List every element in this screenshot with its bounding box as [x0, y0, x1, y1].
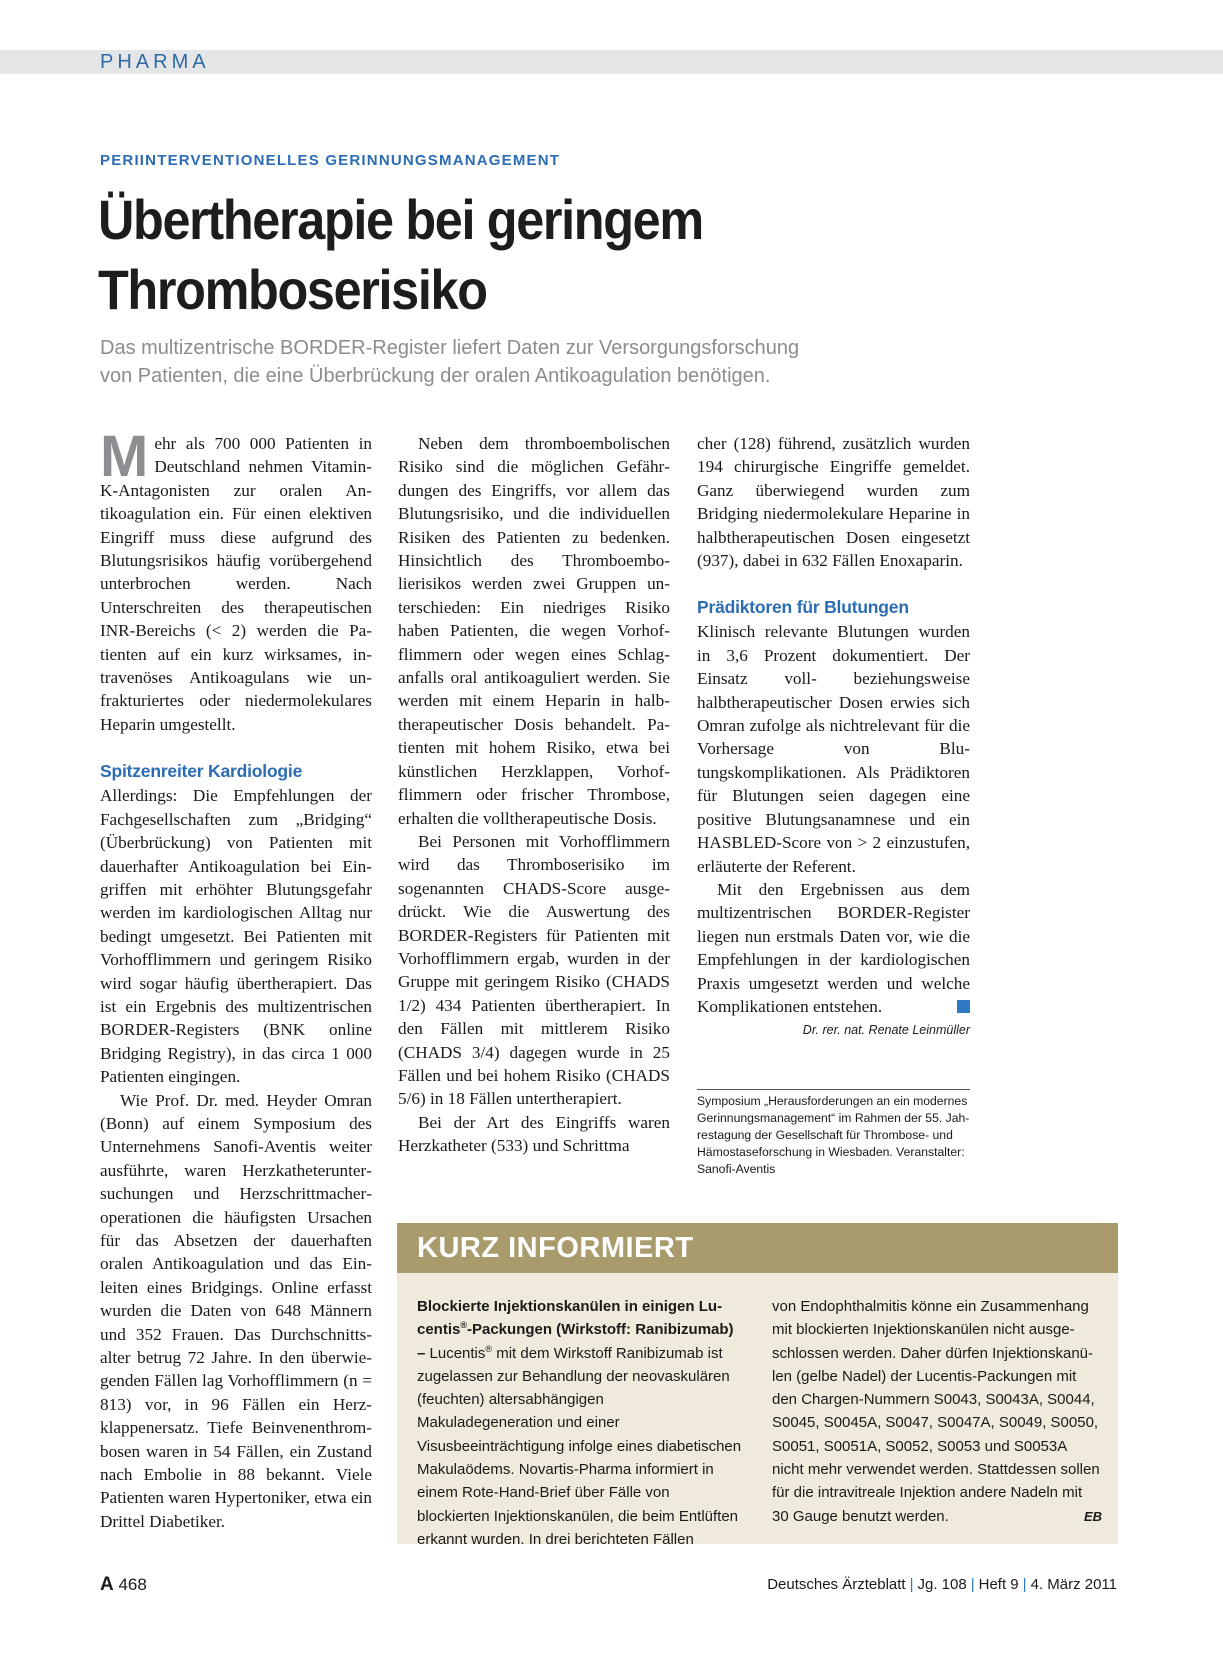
end-mark-icon: [957, 1000, 970, 1013]
article-lead: [100, 334, 980, 390]
kurz-headline: Blockierte Injektionskanülen in einigen Lucentis®-Packungen (Wirkstoff: Ranibizumab) –: [417, 1298, 734, 1362]
title-line-1: Übertherapie bei geringem: [98, 188, 703, 251]
paragraph: Mehr als 700 000 Patienten in Deutschland nehmen Vitamin-K-Antagonisten zur oralen Antikoagulation ein. Für einen elektiven Eingriff muss diese aufgrund des Blutungsrisikos häufig vorübergehend unterbrochen werden. Nach Unterschreiten des therapeutischen INR-Bereichs (< 2) werden die Patienten auf ein kurz wirksames, intravenöses Antikoagulans wie unfrakturiertes oder niedermolekulares Heparin umgestellt.: [100, 424, 372, 734]
text-column-2: [398, 432, 670, 1158]
text-column-3: [697, 432, 970, 1040]
journal-name: Deutsches Ärzteblatt: [767, 1576, 906, 1593]
issue-date: 4. März 2011: [1030, 1576, 1117, 1593]
paragraph: Wie Prof. Dr. med. Heyder Omran (Bonn) auf einem Symposium des Unternehmens Sanofi-Aventis weiter ausführte, waren Herzkatheteruntersuchungen und Herzschrittmacheroperationen die häufigsten Ursachen für das Absetzen der dauerhaften oralen Antikoagulation und das Einleiten eines Bridgings. Online erfasst wurden die Daten von 648 Männern und 352 Frauen. Das Durchschnittsalter betrug 72 Jahre. In den überwiegenden Fällen lag Vorhofflimmern (n = 813) vor, in 96 Fällen ein Herzklappenersatz. Tiefe Beinvenenthrombosen waren in 54 Fällen, ein Zustand nach Embolie in 88 bekannt. Viele Patienten waren Hypertoniker, etwa ein Drittel Diabetiker.: [100, 1090, 372, 1531]
kurz-informiert-title: KURZ INFORMIERT: [417, 1232, 694, 1264]
title-line-2: Thromboserisiko: [98, 258, 487, 321]
drop-cap: M: [100, 424, 149, 489]
paragraph: Bei Personen mit Vorhofflimmern wird das Thromboserisiko im sogenannten CHADS-Score ausgedrückt. Wie die Auswertung des BORDER-Registers für Patienten mit Vorhofflimmern ergab, wurden in der Gruppe mit geringem Risiko (CHADS 1/2) 434 Patienten übertherapiert. In den Fällen mit mittlerem Risiko (CHADS 3/4) dagegen wurde in 25 Fällen und bei hohem Risiko (CHADS 5/6) in 18 Fällen untertherapiert.: [398, 831, 670, 1109]
kurz-column-1: Blockierte Injektionskanülen in einigen Lucentis®-Packungen (Wirkstoff: Ranibizumab) – Lucentis® mit dem Wirkstoff Ranibizumab ist zugelassen zur Behandlung der neovaskulären (feuchten) altersabhängigen Makuladegeneration und einer Visusbeeinträchtigung infolge eines diabetischen Makulaödems. Novartis-Pharma informiert in einem Rote-Hand-Brief über Fälle von blockierten Injektionskanülen, die beim Entlüften erkannt wurden. In drei berichteten Fällen: [417, 1298, 742, 1548]
paragraph: cher (128) führend, zusätzlich wurden 194 chirurgische Eingriffe gemeldet. Ganz überwiegend wurden zum Bridging niedermolekulare Heparine in halbtherapeutischen Dosen eingesetzt (937), dabei in 632 Fällen Enoxaparin.: [697, 434, 970, 571]
paragraph: Klinisch relevante Blutungen wurden in 3,6 Prozent dokumentiert. Der Einsatz voll- beziehungsweise halbtherapeutischer Dosen erwies sich Omran zufolge als nichtrelevant für die Vorhersage von Blutungskomplikationen. Als Prädiktoren für Blutungen seien dagegen eine positive Blutungsanamnese und ein HASBLED-Score von > 2 einzustufen, erläuterte der Referent.: [697, 622, 970, 876]
paragraph: Bei der Art des Eingriffs waren Herzkatheter (533) und Schrittma: [398, 1112, 670, 1156]
lead-line-2: von Patienten, die eine Überbrückung der oralen Antikoagulation benötigen.: [100, 365, 771, 387]
subheading: Spitzenreiter Kardiologie: [100, 761, 303, 782]
kurz-author: EB: [1083, 1508, 1102, 1524]
footer-citation: Deutsches Ärzteblatt | Jg. 108 | Heft 9 | 4. März 2011: [767, 1576, 1117, 1593]
issue: Heft 9: [978, 1576, 1019, 1593]
article-author: Dr. rer. nat. Renate Leinmüller: [802, 1023, 970, 1038]
page-number: A 468: [100, 1574, 147, 1595]
article-title: [98, 185, 908, 325]
section-label: PHARMA: [100, 51, 210, 73]
text-column-1: [100, 424, 372, 1533]
subheading: Prädiktoren für Blutungen: [697, 597, 909, 618]
volume: Jg. 108: [917, 1576, 967, 1593]
article-kicker: PERIINTERVENTIONELLES GERINNUNGSMANAGEMENT: [100, 152, 561, 169]
paragraph: Neben dem thromboembolischen Risiko sind die möglichen Gefährdungen des Eingriffs, vor allem das Blutungsrisiko, und die individuellen Risiken des Patienten zu bedenken. Hinsichtlich des Thromboembolierisikos werden zwei Gruppen unterschieden: Ein niedriges Risiko haben Patienten, die wegen Vorhofflimmern oder wegen eines Schlaganfalls oral antikoaguliert werden. Sie werden mit einem Heparin in halbtherapeutischer Dosis behandelt. Patienten mit hohem Risiko, etwa bei künstlichen Herzklappen, Vorhofflimmern oder frischer Thrombose, erhalten die volltherapeutische Dosis.: [398, 434, 670, 828]
kurz-column-2: von Endophthalmitis könne ein Zusammenhang mit blockierten Injektionskanülen nicht ausgeschlossen werden. Daher dürfen Injektionskanülen (gelbe Nadel) der Lucentis-Packungen mit den Chargen-Nummern S0043, S0043A, S0044, S0045, S0045A, S0047, S0047A, S0049, S0050, S0051, S0051A, S0052, S0053 und S0053A nicht mehr verwendet werden. Stattdessen sollen für die intravitreale Injektion andere Nadeln mit 30 Gauge benutzt werden. EB: [772, 1295, 1102, 1528]
divider: [697, 1089, 970, 1090]
symposium-note: Symposium „Herausforderungen an ein modernes Gerinnungsmanagement“ im Rahmen der 55. Jahrestagung der Gesellschaft für Thrombose- und Hämostaseforschung in Wiesbaden. Veranstalter: Sanofi-Aventis: [697, 1094, 970, 1176]
lead-line-1: Das multizentrische BORDER-Register liefert Daten zur Versorgungsforschung: [100, 337, 800, 359]
paragraph: Allerdings: Die Empfehlungen der Fachgesellschaften zum „Bridging“ (Überbrückung) von Patienten mit dauerhafter Antikoagulation bei Eingriffen mit erhöhter Blutungsgefahr werden im kardiologischen Alltag nur bedingt umgesetzt. Bei Patienten mit Vorhofflimmern und geringem Risiko wird sogar häufig übertherapiert. Das ist ein Ergebnis des multizentrischen BORDER-Registers (BNK online Bridging Registry), in das circa 1 000 Patienten eingingen.: [100, 786, 372, 1087]
paragraph: Mit den Ergebnissen aus dem multizentrischen BORDER-Register liegen nun erstmals Daten vor, wie die Empfehlungen in der kardiologischen Praxis umgesetzt werden und welche Komplikationen entstehen.: [697, 879, 970, 1016]
